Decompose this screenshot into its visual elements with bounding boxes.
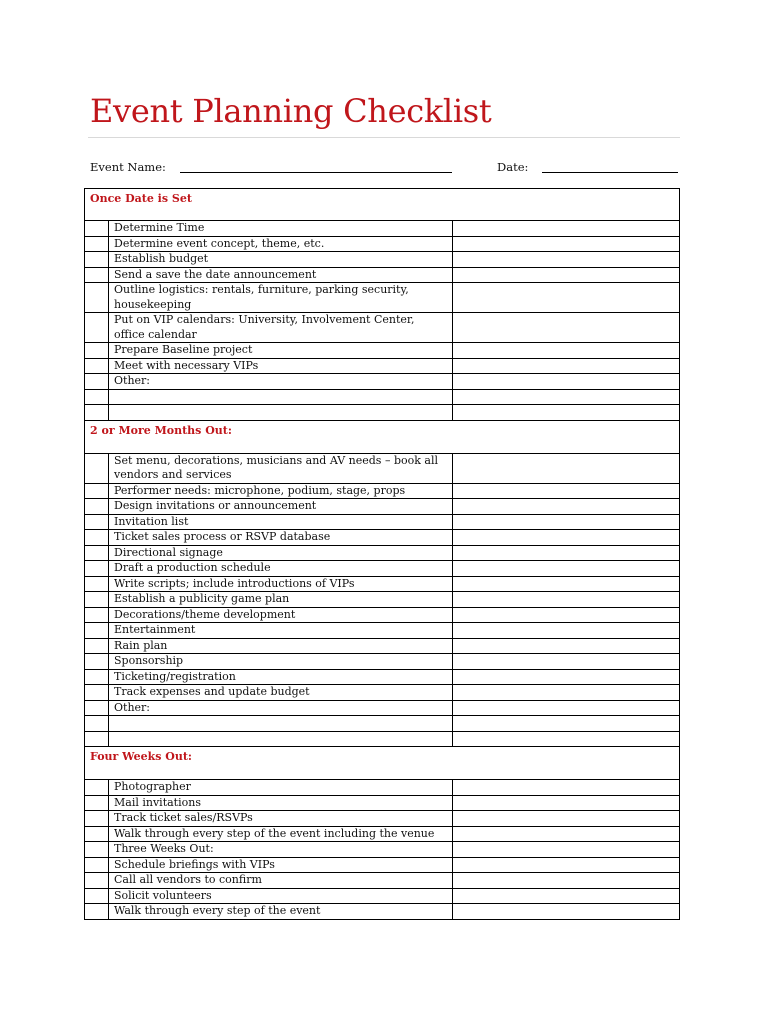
checklist-row [85, 888, 680, 904]
task-cell: Put on VIP calendars: University, Involvement Center, office calendar [109, 313, 453, 343]
notes-cell[interactable] [453, 842, 680, 858]
task-cell: Other: [109, 374, 453, 390]
checkbox-cell[interactable] [85, 576, 109, 592]
task-cell: Establish a publicity game plan [109, 592, 453, 608]
checkbox-cell[interactable] [85, 313, 109, 343]
checkbox-cell[interactable] [85, 343, 109, 359]
notes-cell[interactable] [453, 561, 680, 577]
task-cell [109, 731, 453, 747]
notes-cell[interactable] [453, 700, 680, 716]
notes-cell[interactable] [453, 780, 680, 796]
notes-cell[interactable] [453, 343, 680, 359]
checkbox-cell[interactable] [85, 685, 109, 701]
checklist-row [85, 561, 680, 577]
task-cell: Ticketing/registration [109, 669, 453, 685]
task-cell: Entertainment [109, 623, 453, 639]
task-cell [109, 716, 453, 732]
notes-cell[interactable] [453, 389, 680, 405]
notes-cell[interactable] [453, 592, 680, 608]
checkbox-cell[interactable] [85, 857, 109, 873]
checkbox-cell[interactable] [85, 811, 109, 827]
notes-cell[interactable] [453, 545, 680, 561]
checkbox-cell[interactable] [85, 826, 109, 842]
notes-cell[interactable] [453, 826, 680, 842]
checklist-row [85, 313, 680, 343]
checklist-table [84, 188, 680, 920]
checkbox-cell[interactable] [85, 453, 109, 483]
notes-cell[interactable] [453, 654, 680, 670]
task-cell: Write scripts; include introductions of VIPs [109, 576, 453, 592]
date-label: Date: [497, 160, 529, 174]
section-header [85, 420, 680, 453]
checklist-row [85, 780, 680, 796]
notes-cell[interactable] [453, 483, 680, 499]
checklist-row [85, 236, 680, 252]
notes-cell[interactable] [453, 638, 680, 654]
checkbox-cell[interactable] [85, 374, 109, 390]
checklist-row [85, 842, 680, 858]
task-cell: Walk through every step of the event [109, 904, 453, 920]
task-cell: Draft a production schedule [109, 561, 453, 577]
notes-cell[interactable] [453, 904, 680, 920]
notes-cell[interactable] [453, 236, 680, 252]
task-cell: Solicit volunteers [109, 888, 453, 904]
notes-cell[interactable] [453, 857, 680, 873]
checkbox-cell[interactable] [85, 795, 109, 811]
notes-cell[interactable] [453, 873, 680, 889]
notes-cell[interactable] [453, 716, 680, 732]
checkbox-cell[interactable] [85, 888, 109, 904]
notes-cell[interactable] [453, 252, 680, 268]
notes-cell[interactable] [453, 313, 680, 343]
checkbox-cell[interactable] [85, 607, 109, 623]
checkbox-cell[interactable] [85, 904, 109, 920]
checklist-row [85, 638, 680, 654]
checkbox-cell[interactable] [85, 842, 109, 858]
checkbox-cell[interactable] [85, 405, 109, 421]
task-cell: Rain plan [109, 638, 453, 654]
checkbox-cell[interactable] [85, 267, 109, 283]
checklist-row [85, 343, 680, 359]
checkbox-cell[interactable] [85, 358, 109, 374]
notes-cell[interactable] [453, 453, 680, 483]
checklist-row [85, 374, 680, 390]
event-name-label: Event Name: [90, 160, 166, 174]
checklist-row [85, 685, 680, 701]
task-cell: Track ticket sales/RSVPs [109, 811, 453, 827]
task-cell: Three Weeks Out: [109, 842, 453, 858]
checklist-row [85, 592, 680, 608]
notes-cell[interactable] [453, 283, 680, 313]
checklist-row [85, 716, 680, 732]
notes-cell[interactable] [453, 576, 680, 592]
task-cell: Ticket sales process or RSVP database [109, 530, 453, 546]
task-cell: Establish budget [109, 252, 453, 268]
task-cell: Meet with necessary VIPs [109, 358, 453, 374]
checklist-row [85, 453, 680, 483]
checkbox-cell[interactable] [85, 731, 109, 747]
checklist-row [85, 358, 680, 374]
checklist-row [85, 795, 680, 811]
checklist-row [85, 545, 680, 561]
section-heading: Once Date is Set [85, 189, 680, 221]
task-cell: Outline logistics: rentals, furniture, parking security, housekeeping [109, 283, 453, 313]
checklist-row [85, 904, 680, 920]
task-cell: Track expenses and update budget [109, 685, 453, 701]
task-cell: Photographer [109, 780, 453, 796]
notes-cell[interactable] [453, 514, 680, 530]
notes-cell[interactable] [453, 731, 680, 747]
checkbox-cell[interactable] [85, 236, 109, 252]
checklist-row [85, 405, 680, 421]
task-cell: Schedule briefings with VIPs [109, 857, 453, 873]
task-cell: Prepare Baseline project [109, 343, 453, 359]
checklist-row [85, 700, 680, 716]
task-cell: Send a save the date announcement [109, 267, 453, 283]
notes-cell[interactable] [453, 374, 680, 390]
checkbox-cell[interactable] [85, 780, 109, 796]
section-header [85, 189, 680, 221]
notes-cell[interactable] [453, 530, 680, 546]
task-cell: Determine event concept, theme, etc. [109, 236, 453, 252]
checkbox-cell[interactable] [85, 561, 109, 577]
checkbox-cell[interactable] [85, 716, 109, 732]
task-cell: Decorations/theme development [109, 607, 453, 623]
checklist-row [85, 873, 680, 889]
task-cell: Walk through every step of the event including the venue [109, 826, 453, 842]
checklist-row [85, 283, 680, 313]
checkbox-cell[interactable] [85, 483, 109, 499]
section-heading: 2 or More Months Out: [85, 420, 680, 453]
checkbox-cell[interactable] [85, 654, 109, 670]
task-cell: Performer needs: microphone, podium, stage, props [109, 483, 453, 499]
checkbox-cell[interactable] [85, 221, 109, 237]
checklist-row [85, 483, 680, 499]
checkbox-cell[interactable] [85, 545, 109, 561]
checklist-row [85, 669, 680, 685]
checklist-row [85, 530, 680, 546]
checklist-row [85, 576, 680, 592]
checklist-row [85, 654, 680, 670]
checklist-row [85, 499, 680, 515]
task-cell: Invitation list [109, 514, 453, 530]
task-cell: Call all vendors to confirm [109, 873, 453, 889]
task-cell: Other: [109, 700, 453, 716]
notes-cell[interactable] [453, 607, 680, 623]
date-field[interactable] [542, 172, 678, 173]
checkbox-cell[interactable] [85, 592, 109, 608]
checkbox-cell[interactable] [85, 252, 109, 268]
checklist-row [85, 514, 680, 530]
task-cell: Mail invitations [109, 795, 453, 811]
notes-cell[interactable] [453, 623, 680, 639]
checklist-row [85, 623, 680, 639]
notes-cell[interactable] [453, 405, 680, 421]
checkbox-cell[interactable] [85, 499, 109, 515]
checkbox-cell[interactable] [85, 700, 109, 716]
task-cell: Directional signage [109, 545, 453, 561]
notes-cell[interactable] [453, 267, 680, 283]
task-cell: Sponsorship [109, 654, 453, 670]
task-cell: Design invitations or announcement [109, 499, 453, 515]
checklist-row [85, 826, 680, 842]
page-title: Event Planning Checklist [90, 92, 492, 130]
checklist-row [85, 857, 680, 873]
checkbox-cell[interactable] [85, 283, 109, 313]
task-cell [109, 405, 453, 421]
checkbox-cell[interactable] [85, 623, 109, 639]
notes-cell[interactable] [453, 795, 680, 811]
checkbox-cell[interactable] [85, 514, 109, 530]
notes-cell[interactable] [453, 221, 680, 237]
checkbox-cell[interactable] [85, 669, 109, 685]
checklist-row [85, 607, 680, 623]
event-name-field[interactable] [180, 172, 452, 173]
checklist-row [85, 221, 680, 237]
notes-cell[interactable] [453, 685, 680, 701]
notes-cell[interactable] [453, 669, 680, 685]
checkbox-cell[interactable] [85, 873, 109, 889]
task-cell: Determine Time [109, 221, 453, 237]
title-divider [88, 137, 680, 138]
notes-cell[interactable] [453, 358, 680, 374]
notes-cell[interactable] [453, 888, 680, 904]
section-header [85, 747, 680, 780]
checklist-row [85, 389, 680, 405]
checkbox-cell[interactable] [85, 530, 109, 546]
task-cell: Set menu, decorations, musicians and AV needs – book all vendors and services [109, 453, 453, 483]
checkbox-cell[interactable] [85, 389, 109, 405]
checklist-row [85, 811, 680, 827]
notes-cell[interactable] [453, 499, 680, 515]
checklist-row [85, 252, 680, 268]
checkbox-cell[interactable] [85, 638, 109, 654]
section-heading: Four Weeks Out: [85, 747, 680, 780]
checklist-row [85, 731, 680, 747]
task-cell [109, 389, 453, 405]
notes-cell[interactable] [453, 811, 680, 827]
checklist-row [85, 267, 680, 283]
